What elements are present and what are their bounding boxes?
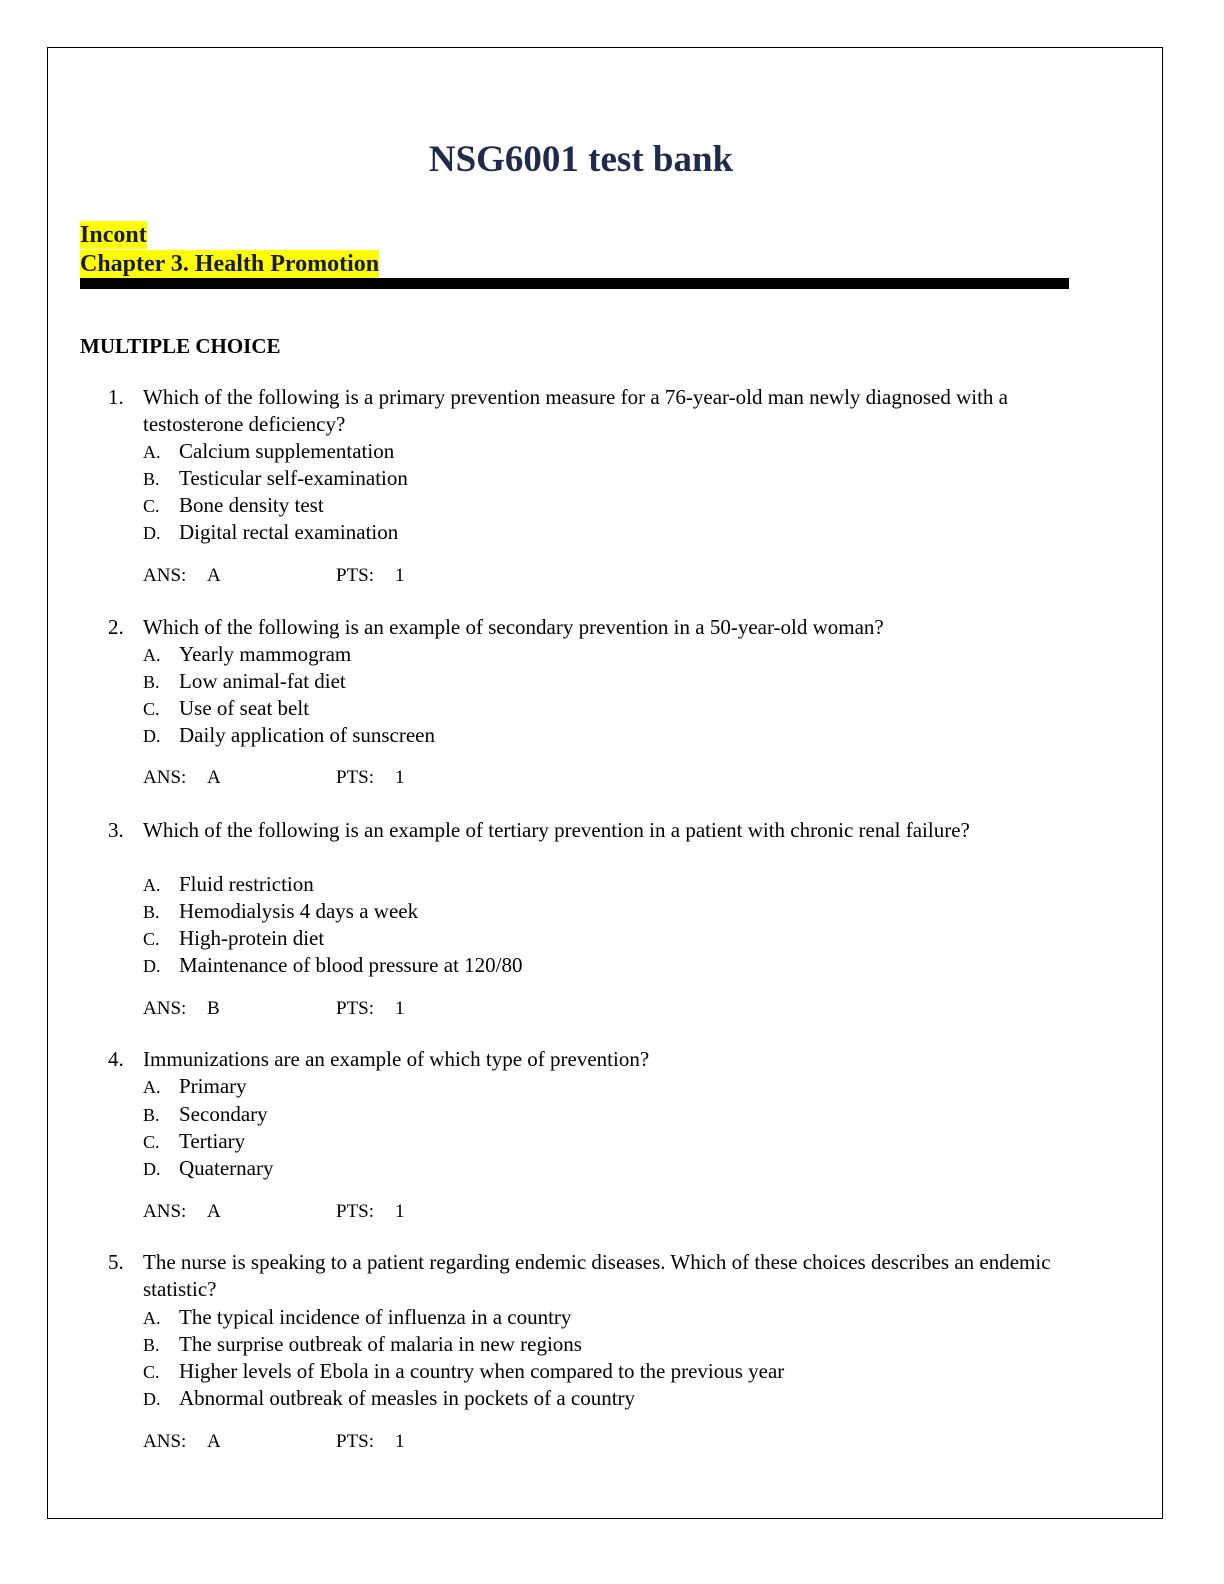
option-c [143,925,324,953]
option-b [143,668,346,696]
option-d [143,722,435,750]
option-letter: D. [143,956,161,976]
option-b [143,1101,268,1129]
points-label: PTS: [336,565,375,586]
option-text: High-protein diet [179,926,325,950]
option-text: Maintenance of blood pressure at 120/80 [179,953,523,977]
option-letter: D. [143,523,161,543]
question-number: 3. [108,818,124,842]
option-b [143,898,418,926]
points-value: 1 [395,565,405,586]
option-letter: B. [143,469,160,489]
option-a [143,1073,247,1101]
option-letter: C. [143,1132,160,1152]
answer-value: B [207,998,220,1019]
option-text: Primary [179,1074,247,1098]
answer-value: A [207,565,221,586]
option-text: Fluid restriction [179,872,314,896]
option-letter: A. [143,645,161,665]
option-letter: C. [143,929,160,949]
option-letter: A. [143,875,161,895]
document-title: NSG6001 test bank [428,139,734,180]
option-d [143,1385,635,1413]
option-text: Low animal-fat diet [179,669,346,693]
option-text: Bone density test [179,493,324,517]
option-a [143,438,394,466]
highlight-label: Incont [80,222,147,248]
option-text: Digital rectal examination [179,520,399,544]
question-number: 5. [108,1250,124,1274]
points-label: PTS: [336,767,375,788]
option-letter: A. [143,442,161,462]
option-letter: B. [143,1105,160,1125]
option-letter: D. [143,726,161,746]
points-label: PTS: [336,998,375,1019]
option-text: Secondary [179,1102,268,1126]
section-heading: MULTIPLE CHOICE [80,334,281,358]
question-text: Immunizations are an example of which type of prevention? [143,1047,650,1071]
question-text: The nurse is speaking to a patient regarding endemic diseases. Which of these choices describes an endemic statistic? [143,1250,1051,1301]
points-label: PTS: [336,1431,375,1452]
option-letter: B. [143,672,160,692]
points-value: 1 [395,998,405,1019]
points-value: 1 [395,1431,405,1452]
option-letter: D. [143,1389,161,1409]
heading-rule [80,278,1069,289]
question-text: Which of the following is an example of tertiary prevention in a patient with chronic renal failure? [143,818,970,842]
option-text: The typical incidence of influenza in a country [179,1305,572,1329]
option-text: Calcium supplementation [179,439,395,463]
option-text: Higher levels of Ebola in a country when compared to the previous year [179,1359,785,1383]
option-b [143,465,408,493]
option-text: Daily application of sunscreen [179,723,435,747]
answer-label: ANS: [143,767,187,788]
points-value: 1 [395,767,405,788]
question-text: Which of the following is an example of secondary prevention in a 50-year-old woman? [143,615,884,639]
answer-label: ANS: [143,1431,187,1452]
question-number: 4. [108,1047,124,1071]
option-d [143,952,523,980]
question-number: 2. [108,615,124,639]
option-a [143,641,351,669]
chapter-heading: Chapter 3. Health Promotion [80,251,380,277]
option-text: Abnormal outbreak of measles in pockets of a country [179,1386,636,1410]
points-label: PTS: [336,1201,375,1222]
option-d [143,519,398,547]
question-number: 1. [108,385,124,409]
option-text: Tertiary [179,1129,246,1153]
answer-value: A [207,1201,221,1222]
option-letter: D. [143,1159,161,1179]
option-c [143,492,324,520]
answer-value: A [207,767,221,788]
option-letter: B. [143,902,160,922]
option-text: The surprise outbreak of malaria in new regions [179,1332,582,1356]
answer-label: ANS: [143,1201,187,1222]
points-value: 1 [395,1201,405,1222]
option-text: Testicular self-examination [179,466,408,490]
option-letter: C. [143,496,160,516]
option-a [143,871,314,899]
answer-label: ANS: [143,998,187,1019]
option-text: Use of seat belt [179,696,310,720]
option-letter: B. [143,1335,160,1355]
question-text: Which of the following is a primary prevention measure for a 76-year-old man newly diagnosed with a testosterone deficiency? [143,385,1008,436]
option-letter: C. [143,699,160,719]
option-b [143,1331,582,1359]
option-c [143,695,309,723]
option-c [143,1358,784,1386]
option-d [143,1155,273,1183]
option-letter: C. [143,1362,160,1382]
answer-label: ANS: [143,565,187,586]
option-text: Yearly mammogram [179,642,352,666]
option-a [143,1304,571,1332]
option-letter: A. [143,1308,161,1328]
option-text: Hemodialysis 4 days a week [179,899,419,923]
option-text: Quaternary [179,1156,274,1180]
option-c [143,1128,245,1156]
answer-value: A [207,1431,221,1452]
option-letter: A. [143,1077,161,1097]
